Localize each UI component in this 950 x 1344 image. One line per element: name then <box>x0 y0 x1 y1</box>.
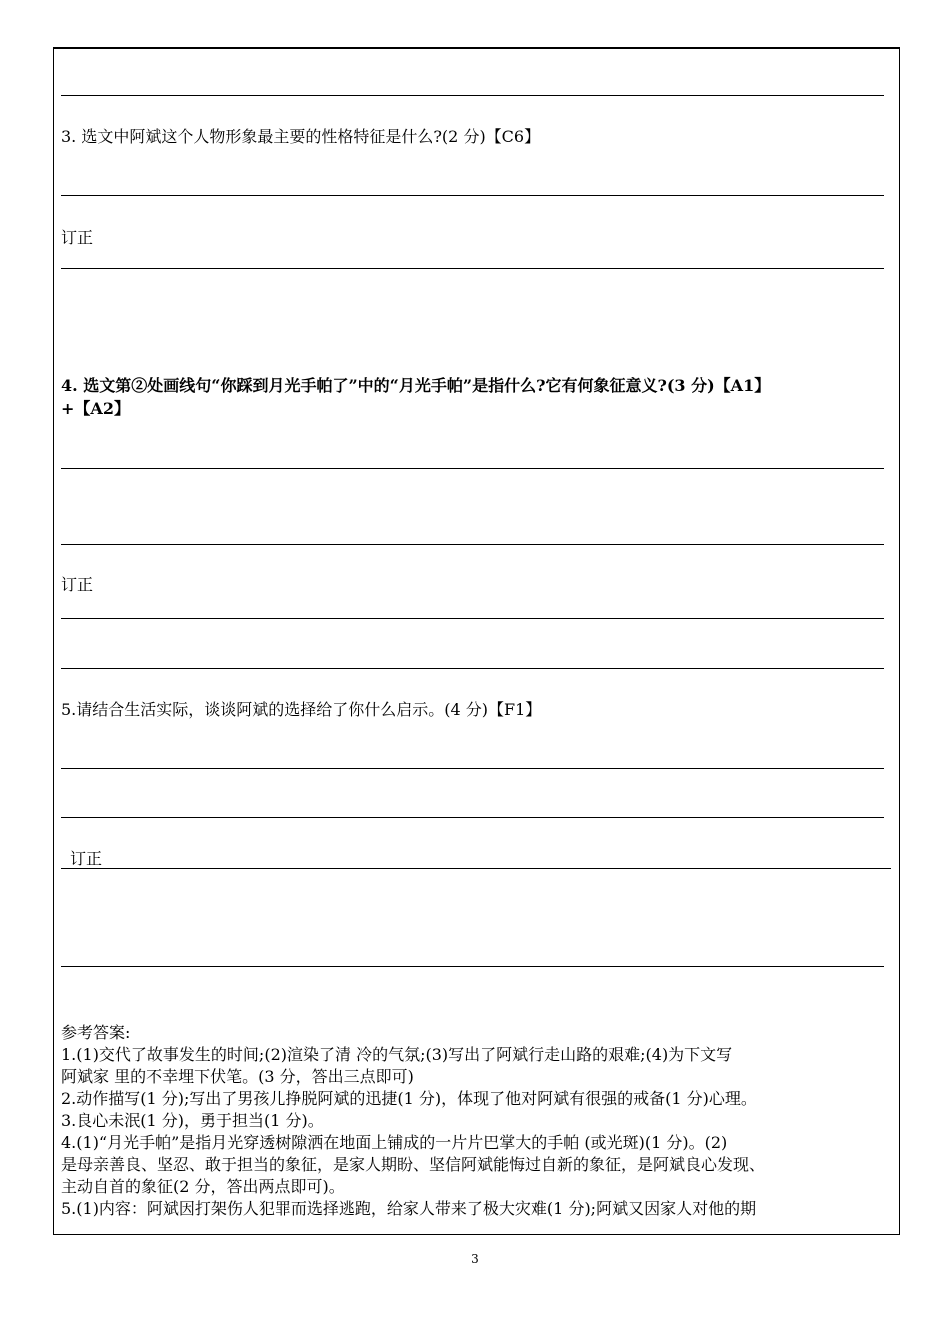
answer-line-text: 4.(1)“月光手帕”是指月光穿透树隙洒在地面上铺成的一片片巴掌大的手帕 (或光斑)(1 分)。(2) <box>61 1133 728 1152</box>
answer-line[interactable] <box>61 95 884 96</box>
correction-line[interactable] <box>61 268 884 269</box>
correction-line[interactable] <box>61 868 891 869</box>
question-4-line-1: 4. 选文第②处画线句“你踩到月光手帕了”中的“月光手帕”是指什么?它有何象征意义?(3 分)【A1】 <box>61 376 771 395</box>
answer-line-text: 2.动作描写(1 分);写出了男孩儿挣脱阿斌的迅捷(1 分)，体现了他对阿斌有很强的戒备(1 分)心理。 <box>61 1089 757 1108</box>
answer-line[interactable] <box>61 817 884 818</box>
question-5: 5.请结合生活实际，谈谈阿斌的选择给了你什么启示。(4 分)【F1】 <box>61 700 542 719</box>
answer-line[interactable] <box>61 468 884 469</box>
answer-line-text: 3.良心未泯(1 分)，勇于担当(1 分)。 <box>61 1111 324 1130</box>
correction-label: 订正 <box>70 849 103 868</box>
correction-line[interactable] <box>61 618 884 619</box>
answer-line-text: 阿斌家 里的不幸埋下伏笔。(3 分，答出三点即可) <box>61 1067 414 1086</box>
correction-line[interactable] <box>61 668 884 669</box>
question-3: 3. 选文中阿斌这个人物形象最主要的性格特征是什么?(2 分)【C6】 <box>61 127 541 146</box>
correction-label: 订正 <box>61 228 94 247</box>
answer-line[interactable] <box>61 195 884 196</box>
answer-line[interactable] <box>61 544 884 545</box>
correction-line[interactable] <box>61 966 884 967</box>
reference-answers <box>61 1022 893 1220</box>
answer-line[interactable] <box>61 768 884 769</box>
answer-line-text: 主动自首的象征(2 分，答出两点即可)。 <box>61 1177 345 1196</box>
answer-line-text: 是母亲善良、坚忍、敢于担当的象征，是家人期盼、坚信阿斌能悔过自新的象征，是阿斌良心发现、 <box>61 1155 766 1174</box>
answer-line-text: 1.(1)交代了故事发生的时间;(2)渲染了清 冷的气氛;(3)写出了阿斌行走山路的艰难;(4)为下文写 <box>61 1045 733 1064</box>
answer-line-text: 5.(1)内容：阿斌因打架伤人犯罪而选择逃跑，给家人带来了极大灾难(1 分);阿斌又因家人对他的期 <box>61 1199 757 1218</box>
question-4-line-2: +【A2】 <box>61 399 130 418</box>
answers-heading: 参考答案: <box>61 1023 131 1042</box>
correction-label: 订正 <box>61 575 94 594</box>
page-number: 3 <box>471 1252 479 1266</box>
